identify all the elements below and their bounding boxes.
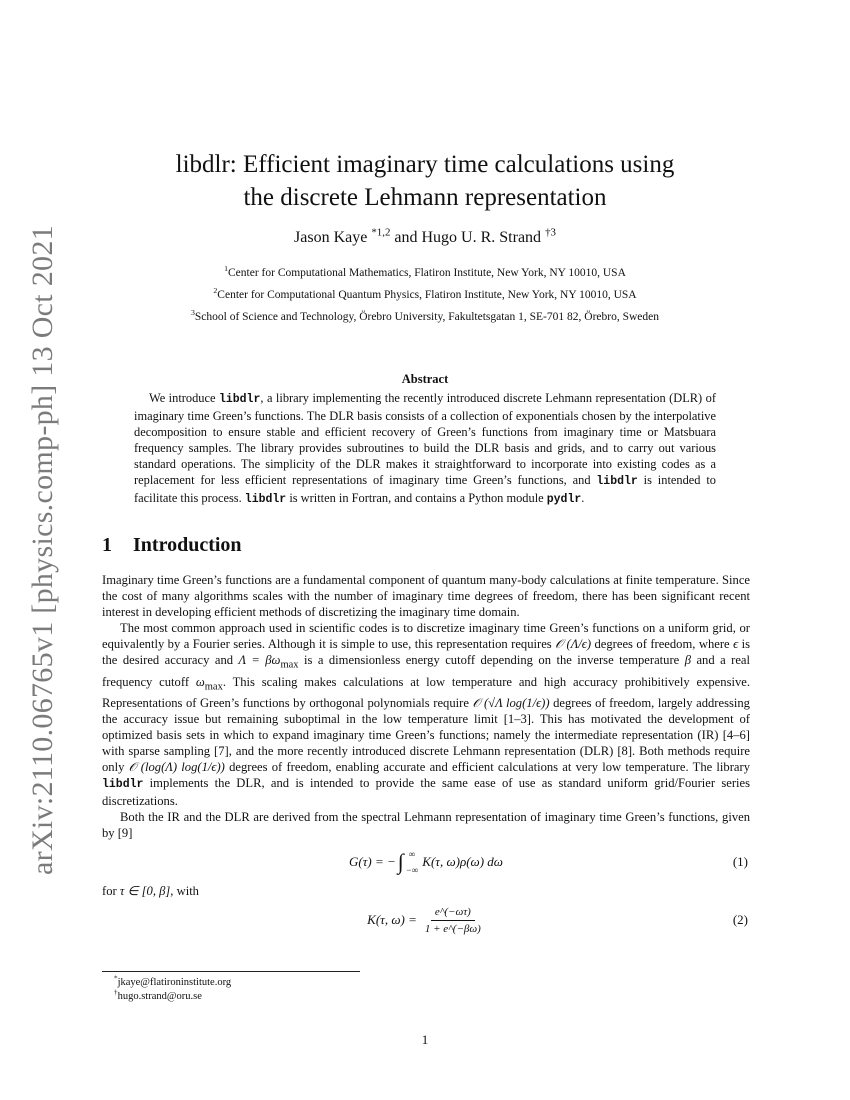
text-fragment: , with [170, 884, 199, 899]
text-fragment: . This scaling makes calculations at low temperature and high accuracy prohibitively expensive. Representations of Green’s functions by orthogonal polynomials require [102, 674, 751, 711]
affiliation-text: Center for Computational Mathematics, Flatiron Institute, New York, NY 10010, USA [228, 267, 626, 279]
text-fragment: and a real frequency cutoff [102, 653, 750, 689]
fraction [421, 904, 485, 937]
footnote-mark: † [114, 988, 118, 997]
abstract-text [134, 390, 716, 508]
title-line-1: libdlr: Efficient imaginary time calculations using [175, 151, 675, 178]
affiliation-2 [100, 284, 750, 306]
footnote-rule [102, 971, 360, 972]
integral-limits [406, 846, 419, 878]
page-number: 1 [421, 1032, 429, 1047]
math-subscript: max [280, 659, 299, 671]
text-fragment: degrees of freedom, where [591, 637, 734, 651]
code-libdlr: libdlr [218, 393, 261, 406]
code-pydlr: pydlr [546, 493, 582, 506]
text-fragment: is a dimensionless energy cutoff depending on the inverse temperature [298, 653, 685, 667]
math-inline: β [684, 653, 691, 667]
affiliations [100, 262, 750, 328]
footnote-1 [114, 976, 231, 990]
math-inline: ω [195, 674, 205, 689]
code-libdlr: libdlr [102, 778, 144, 792]
code-libdlr: libdlr [244, 493, 287, 506]
abstract-heading: Abstract [401, 372, 449, 386]
equation-lhs: G(τ) = − [349, 854, 396, 870]
author-2: Hugo U. R. Strand [421, 229, 542, 246]
math-inline: ϵ [733, 637, 739, 651]
paragraph-4 [102, 883, 750, 899]
section-heading [102, 534, 242, 557]
math-subscript: max [204, 681, 223, 693]
affiliation-text: School of Science and Technology, Örebro University, Fakultetsgatan 1, SE-701 82, Örebro, Sweden [194, 311, 659, 323]
equation-lhs: K(τ, ω) = [367, 912, 417, 928]
paragraph-2 [102, 620, 750, 809]
math-inline: 𝒪 (√Λ log(1/ϵ)) [472, 696, 550, 711]
text-fragment: implements the DLR, and is intended to provide the same ease of use as standard uniform grid/Fourier series discretizations. [102, 776, 750, 809]
abstract-fragment: We introduce [149, 391, 219, 405]
author-list [120, 226, 730, 247]
affiliation-mark: 3 [190, 308, 195, 318]
body-text [102, 572, 750, 941]
footnote-email: jkaye@flatironinstitute.org [117, 977, 232, 988]
integral-lower: −∞ [405, 865, 419, 876]
fraction-numerator: e^(−ωτ) [431, 904, 475, 921]
author-conjunction: and [394, 229, 418, 246]
section-number: 1 [102, 534, 112, 556]
abstract-fragment: . [581, 491, 585, 505]
paragraph-1: Imaginary time Green’s functions are a fundamental component of quantum many-body calculations at finite temperature. Since the cost of many algorithms scales with the number of imaginary time degrees of freedom, there has been significant recent interest in developing efficient methods of discretizing the imaginary time domain. [102, 573, 750, 619]
math-inline: 𝒪 (log(Λ) log(1/ϵ)) [128, 760, 225, 775]
math-inline: τ ∈ [0, β] [119, 884, 171, 899]
code-libdlr: libdlr [596, 475, 638, 488]
integral-upper: ∞ [408, 849, 416, 860]
equation-1 [102, 841, 750, 883]
equation-2 [102, 899, 750, 941]
integral-sign: ∫ [397, 849, 404, 875]
paragraph-3: Both the IR and the DLR are derived from the spectral Lehmann representation of imaginary time Green’s functions, given by [9] [102, 810, 750, 841]
text-fragment: degrees of freedom, largely addressing the accuracy issue but remaining suboptimal in the low temperature limit [1–3]. This has motivated the development of optimized basis sets in which to expand imaginary time Green’s functions; namely the intermediate representation (IR) [4–6] with sparse sampling [7], and the more recently introduced discrete Lehmann representation (DLR) [8]. Both methods require only [102, 696, 750, 775]
equation-rhs: K(τ, ω)ρ(ω) dω [422, 854, 503, 870]
text-fragment: degrees of freedom, enabling accurate and efficient calculations at very low temperature. The library [224, 760, 750, 775]
title-line-2: the discrete Lehmann representation [243, 184, 607, 211]
author-1-marks: *1,2 [371, 226, 391, 239]
text-fragment: The most common approach used in scientific codes is to discretize imaginary time Green’s functions on a uniform grid, or equivalently by a Fourier series. Although it is simple to use, this representation requires [102, 621, 750, 651]
author-1: Jason Kaye [294, 229, 368, 246]
footnote-2 [114, 990, 231, 1004]
affiliation-1 [100, 262, 750, 284]
text-fragment: is the desired accuracy and [102, 637, 750, 667]
affiliation-mark: 1 [224, 264, 228, 274]
affiliation-text: Center for Computational Quantum Physics, Flatiron Institute, New York, NY 10010, USA [217, 289, 637, 301]
arxiv-stamp [20, 225, 66, 875]
abstract-fragment: is intended to facilitate this process. [134, 473, 716, 505]
fraction-denominator: 1 + e^(−βω) [424, 922, 481, 935]
footnotes [114, 976, 231, 1004]
affiliation-3 [100, 306, 750, 328]
arxiv-identifier: arXiv:2110.06765v1 [physics.comp-ph] 13 Oct 2021 [26, 225, 59, 875]
section-title: Introduction [133, 534, 242, 556]
text-fragment: for [102, 884, 120, 899]
math-inline: 𝒪 (Λ/ϵ) [555, 637, 592, 651]
paper-title [120, 148, 730, 214]
abstract-fragment: is written in Fortran, and contains a Python module [286, 491, 547, 505]
affiliation-mark: 2 [213, 286, 218, 296]
abstract-fragment: , a library implementing the recently introduced discrete Lehmann representation (DLR) of imaginary time Green’s functions. The DLR basis consists of a collection of exponentials chosen by the interpolative decomposition to ensure stable and efficient recovery of Green’s functions from imaginary time or Matsbuara frequency samples. The library provides subroutines to build the DLR basis and grids, and to carry out various standard operations. The simplicity of the DLR makes it straightforward to incorporate into existing codes as a replacement for less efficient representations of imaginary time Green’s functions, and [134, 391, 716, 487]
equation-number: (1) [732, 854, 748, 870]
equation-number: (2) [732, 912, 748, 928]
math-inline: Λ = βω [238, 653, 281, 667]
footnote-mark: * [114, 974, 118, 983]
author-2-marks: †3 [545, 226, 556, 239]
footnote-email: hugo.strand@oru.se [117, 991, 202, 1002]
